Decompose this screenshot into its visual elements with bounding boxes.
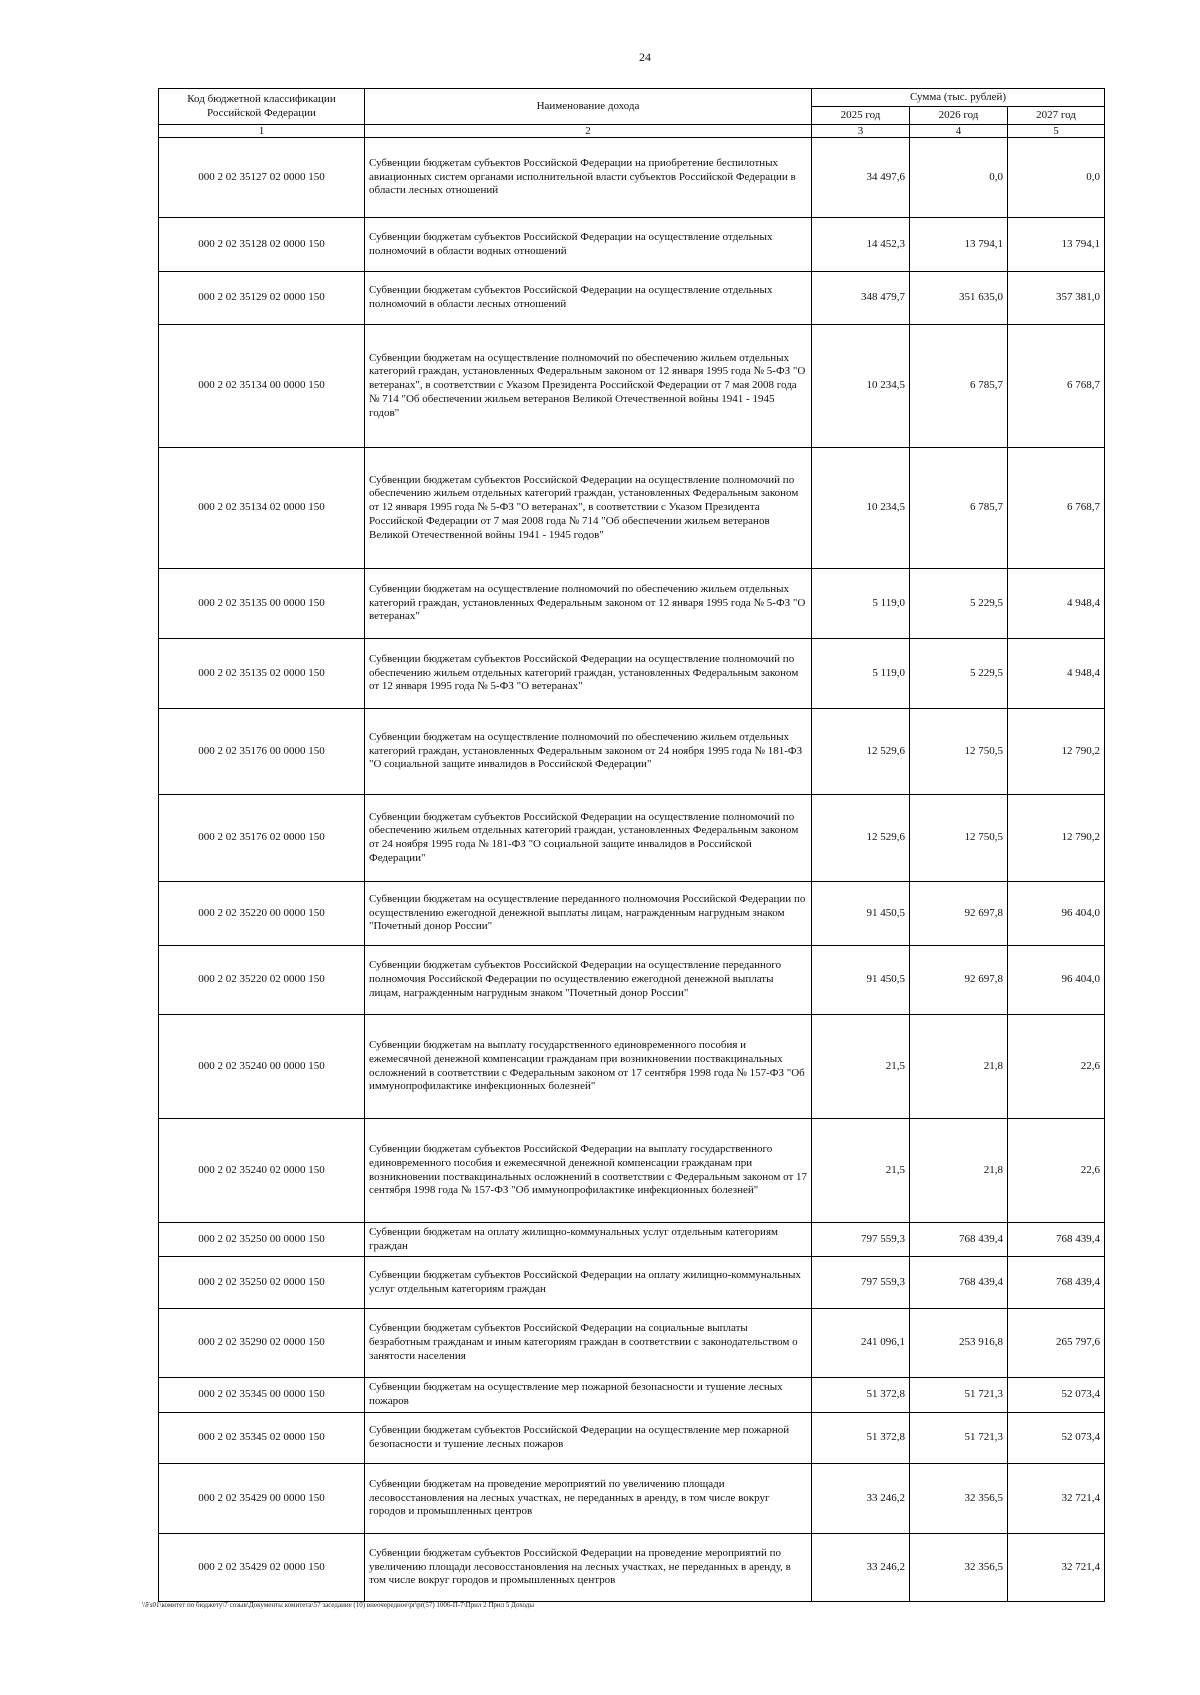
row-value-2027: 768 439,4 — [1008, 1223, 1105, 1257]
row-value-2026: 0,0 — [910, 138, 1008, 218]
row-code: 000 2 02 35129 02 0000 150 — [159, 272, 365, 325]
row-name: Субвенции бюджетам субъектов Российской Федерации на осуществление полномочий по обеспечению жильем отдельных категорий граждан, установленных Федеральным законом от 12 января 1995 года № 5-ФЗ "О ветеранах", в соответствии с Указом Президента Российской Федерации от 7 мая 2008 года № 714 "Об обеспечении жильем ветеранов Великой Отечественной войны 1941 - 1945 годов" — [365, 448, 812, 569]
row-value-2026: 351 635,0 — [910, 272, 1008, 325]
table-row — [159, 639, 1105, 709]
row-value-2026: 51 721,3 — [910, 1413, 1008, 1464]
row-value-2026: 12 750,5 — [910, 709, 1008, 795]
row-value-2025: 12 529,6 — [812, 795, 910, 882]
row-value-2025: 91 450,5 — [812, 882, 910, 946]
table-column-numbers-row — [159, 125, 1105, 138]
row-name: Субвенции бюджетам на осуществление полномочий по обеспечению жильем отдельных категорий граждан, установленных Федеральным законом от 24 ноября 1995 года № 181-ФЗ "О социальной защите инвалидов в Российской Федерации" — [365, 709, 812, 795]
row-name: Субвенции бюджетам на осуществление полномочий по обеспечению жильем отдельных категорий граждан, установленных Федеральным законом от 12 января 1995 года № 5-ФЗ "О ветеранах" — [365, 569, 812, 639]
row-name: Субвенции бюджетам на выплату государственного единовременного пособия и ежемесячной денежной компенсации гражданам при возникновении поствакцинальных осложнений в соответствии с Федеральным законом от 17 сентября 1998 года № 157-ФЗ "Об иммунопрофилактике инфекционных болезней" — [365, 1015, 812, 1119]
row-value-2025: 51 372,8 — [812, 1378, 910, 1413]
row-value-2025: 21,5 — [812, 1015, 910, 1119]
row-value-2025: 21,5 — [812, 1119, 910, 1223]
header-name: Наименование дохода — [365, 89, 812, 125]
table-row — [159, 569, 1105, 639]
row-code: 000 2 02 35127 02 0000 150 — [159, 138, 365, 218]
row-value-2027: 0,0 — [1008, 138, 1105, 218]
row-code: 000 2 02 35220 00 0000 150 — [159, 882, 365, 946]
table-row — [159, 448, 1105, 569]
row-name: Субвенции бюджетам на осуществление полномочий по обеспечению жильем отдельных категорий граждан, установленных Федеральным законом от 12 января 1995 года № 5-ФЗ "О ветеранах", в соответствии с Указом Президента Российской Федерации от 7 мая 2008 года № 714 "Об обеспечении жильем ветеранов Великой Отечественной войны 1941 - 1945 годов" — [365, 325, 812, 448]
table-row — [159, 1309, 1105, 1378]
row-code: 000 2 02 35134 02 0000 150 — [159, 448, 365, 569]
row-code: 000 2 02 35128 02 0000 150 — [159, 218, 365, 272]
row-value-2027: 6 768,7 — [1008, 448, 1105, 569]
row-value-2025: 33 246,2 — [812, 1464, 910, 1534]
row-name: Субвенции бюджетам на оплату жилищно-коммунальных услуг отдельным категориям граждан — [365, 1223, 812, 1257]
table-row — [159, 882, 1105, 946]
row-code: 000 2 02 35429 02 0000 150 — [159, 1534, 365, 1602]
table-row — [159, 272, 1105, 325]
row-code: 000 2 02 35134 00 0000 150 — [159, 325, 365, 448]
row-code: 000 2 02 35345 02 0000 150 — [159, 1413, 365, 1464]
row-value-2026: 768 439,4 — [910, 1223, 1008, 1257]
row-value-2025: 5 119,0 — [812, 639, 910, 709]
row-value-2027: 96 404,0 — [1008, 882, 1105, 946]
row-value-2025: 10 234,5 — [812, 325, 910, 448]
header-code: Код бюджетной классификации Российской Федерации — [159, 89, 365, 125]
row-value-2025: 33 246,2 — [812, 1534, 910, 1602]
row-name: Субвенции бюджетам субъектов Российской Федерации на проведение мероприятий по увеличению площади лесовосстановления на лесных участках, не переданных в аренду, в том числе вокруг городов и промышленных центров — [365, 1534, 812, 1602]
row-code: 000 2 02 35250 00 0000 150 — [159, 1223, 365, 1257]
row-value-2025: 5 119,0 — [812, 569, 910, 639]
header-year-2025: 2025 год — [812, 107, 910, 125]
row-value-2025: 51 372,8 — [812, 1413, 910, 1464]
col-number: 3 — [812, 125, 910, 138]
row-value-2027: 4 948,4 — [1008, 639, 1105, 709]
row-code: 000 2 02 35176 02 0000 150 — [159, 795, 365, 882]
table-row — [159, 1257, 1105, 1309]
row-code: 000 2 02 35290 02 0000 150 — [159, 1309, 365, 1378]
footer-file-path: \\Fs01\комитет по бюджету\7 созыв\Документы комитета\57 заседание (10) внеочередное\pr\pr(57) 1006-П-7\Прил 2 Прил 5 Доходы — [142, 1601, 535, 1609]
row-value-2027: 52 073,4 — [1008, 1378, 1105, 1413]
row-value-2026: 21,8 — [910, 1119, 1008, 1223]
row-value-2027: 4 948,4 — [1008, 569, 1105, 639]
page-number: 24 — [639, 50, 651, 64]
table-row — [159, 218, 1105, 272]
row-value-2026: 768 439,4 — [910, 1257, 1008, 1309]
header-year-2026: 2026 год — [910, 107, 1008, 125]
row-name: Субвенции бюджетам субъектов Российской Федерации на осуществление полномочий по обеспечению жильем отдельных категорий граждан, установленных Федеральным законом от 12 января 1995 года № 5-ФЗ "О ветеранах" — [365, 639, 812, 709]
row-name: Субвенции бюджетам субъектов Российской Федерации на осуществление переданного полномочия Российской Федерации по осуществлению ежегодной денежной выплаты лицам, награжденным нагрудным знаком "Почетный донор России" — [365, 946, 812, 1015]
row-value-2026: 5 229,5 — [910, 639, 1008, 709]
row-value-2026: 5 229,5 — [910, 569, 1008, 639]
table-row — [159, 138, 1105, 218]
row-value-2027: 12 790,2 — [1008, 795, 1105, 882]
row-code: 000 2 02 35429 00 0000 150 — [159, 1464, 365, 1534]
row-value-2026: 32 356,5 — [910, 1534, 1008, 1602]
header-sum: Сумма (тыс. рублей) — [812, 89, 1105, 107]
row-code: 000 2 02 35135 00 0000 150 — [159, 569, 365, 639]
row-value-2027: 768 439,4 — [1008, 1257, 1105, 1309]
row-name: Субвенции бюджетам субъектов Российской Федерации на осуществление отдельных полномочий в области водных отношений — [365, 218, 812, 272]
row-code: 000 2 02 35240 02 0000 150 — [159, 1119, 365, 1223]
row-value-2026: 253 916,8 — [910, 1309, 1008, 1378]
row-value-2025: 91 450,5 — [812, 946, 910, 1015]
table-row — [159, 1464, 1105, 1534]
row-value-2026: 32 356,5 — [910, 1464, 1008, 1534]
row-value-2027: 22,6 — [1008, 1015, 1105, 1119]
row-value-2027: 12 790,2 — [1008, 709, 1105, 795]
row-code: 000 2 02 35345 00 0000 150 — [159, 1378, 365, 1413]
row-value-2026: 51 721,3 — [910, 1378, 1008, 1413]
row-value-2026: 92 697,8 — [910, 882, 1008, 946]
row-code: 000 2 02 35176 00 0000 150 — [159, 709, 365, 795]
row-value-2027: 32 721,4 — [1008, 1534, 1105, 1602]
table-row — [159, 1413, 1105, 1464]
row-name: Субвенции бюджетам субъектов Российской Федерации на оплату жилищно-коммунальных услуг отдельным категориям граждан — [365, 1257, 812, 1309]
row-code: 000 2 02 35250 02 0000 150 — [159, 1257, 365, 1309]
row-value-2025: 14 452,3 — [812, 218, 910, 272]
row-value-2026: 92 697,8 — [910, 946, 1008, 1015]
table-row — [159, 1119, 1105, 1223]
row-value-2025: 797 559,3 — [812, 1257, 910, 1309]
row-value-2026: 21,8 — [910, 1015, 1008, 1119]
row-code: 000 2 02 35240 00 0000 150 — [159, 1015, 365, 1119]
row-value-2027: 357 381,0 — [1008, 272, 1105, 325]
table-row — [159, 1534, 1105, 1602]
row-name: Субвенции бюджетам на осуществление мер пожарной безопасности и тушение лесных пожаров — [365, 1378, 812, 1413]
row-name: Субвенции бюджетам субъектов Российской Федерации на приобретение беспилотных авиационных систем органами исполнительной власти субъектов Российской Федерации в области лесных отношений — [365, 138, 812, 218]
row-value-2026: 6 785,7 — [910, 448, 1008, 569]
table-header-row — [159, 89, 1105, 107]
budget-revenue-table — [158, 88, 1105, 1602]
table-row — [159, 709, 1105, 795]
row-code: 000 2 02 35135 02 0000 150 — [159, 639, 365, 709]
row-name: Субвенции бюджетам субъектов Российской Федерации на осуществление отдельных полномочий в области лесных отношений — [365, 272, 812, 325]
table-row — [159, 946, 1105, 1015]
table-row — [159, 1378, 1105, 1413]
row-value-2025: 12 529,6 — [812, 709, 910, 795]
row-value-2025: 10 234,5 — [812, 448, 910, 569]
table-row — [159, 1223, 1105, 1257]
row-value-2027: 6 768,7 — [1008, 325, 1105, 448]
header-year-2027: 2027 год — [1008, 107, 1105, 125]
row-name: Субвенции бюджетам на проведение мероприятий по увеличению площади лесовосстановления на лесных участках, не переданных в аренду, в том числе вокруг городов и промышленных центров — [365, 1464, 812, 1534]
row-value-2025: 241 096,1 — [812, 1309, 910, 1378]
col-number: 5 — [1008, 125, 1105, 138]
row-name: Субвенции бюджетам на осуществление переданного полномочия Российской Федерации по осуществлению ежегодной денежной выплаты лицам, награжденным нагрудным знаком "Почетный донор России" — [365, 882, 812, 946]
row-value-2026: 13 794,1 — [910, 218, 1008, 272]
row-value-2027: 13 794,1 — [1008, 218, 1105, 272]
col-number: 1 — [159, 125, 365, 138]
row-name: Субвенции бюджетам субъектов Российской Федерации на осуществление полномочий по обеспечению жильем отдельных категорий граждан, установленных Федеральным законом от 24 ноября 1995 года № 181-ФЗ "О социальной защите инвалидов в Российской Федерации" — [365, 795, 812, 882]
row-value-2027: 96 404,0 — [1008, 946, 1105, 1015]
col-number: 4 — [910, 125, 1008, 138]
row-value-2027: 52 073,4 — [1008, 1413, 1105, 1464]
row-name: Субвенции бюджетам субъектов Российской Федерации на осуществление мер пожарной безопасности и тушение лесных пожаров — [365, 1413, 812, 1464]
row-code: 000 2 02 35220 02 0000 150 — [159, 946, 365, 1015]
row-name: Субвенции бюджетам субъектов Российской Федерации на выплату государственного единовременного пособия и ежемесячной денежной компенсации гражданам при возникновении поствакцинальных осложнений в соответствии с Федеральным законом от 17 сентября 1998 года № 157-ФЗ "Об иммунопрофилактике инфекционных болезней" — [365, 1119, 812, 1223]
row-value-2025: 34 497,6 — [812, 138, 910, 218]
row-value-2027: 22,6 — [1008, 1119, 1105, 1223]
row-value-2027: 32 721,4 — [1008, 1464, 1105, 1534]
row-value-2026: 6 785,7 — [910, 325, 1008, 448]
row-value-2027: 265 797,6 — [1008, 1309, 1105, 1378]
row-value-2025: 797 559,3 — [812, 1223, 910, 1257]
table-row — [159, 1015, 1105, 1119]
col-number: 2 — [365, 125, 812, 138]
row-value-2025: 348 479,7 — [812, 272, 910, 325]
row-value-2026: 12 750,5 — [910, 795, 1008, 882]
table-row — [159, 795, 1105, 882]
row-name: Субвенции бюджетам субъектов Российской Федерации на социальные выплаты безработным гражданам и иным категориям граждан в соответствии с законодательством о занятости населения — [365, 1309, 812, 1378]
table-row — [159, 325, 1105, 448]
